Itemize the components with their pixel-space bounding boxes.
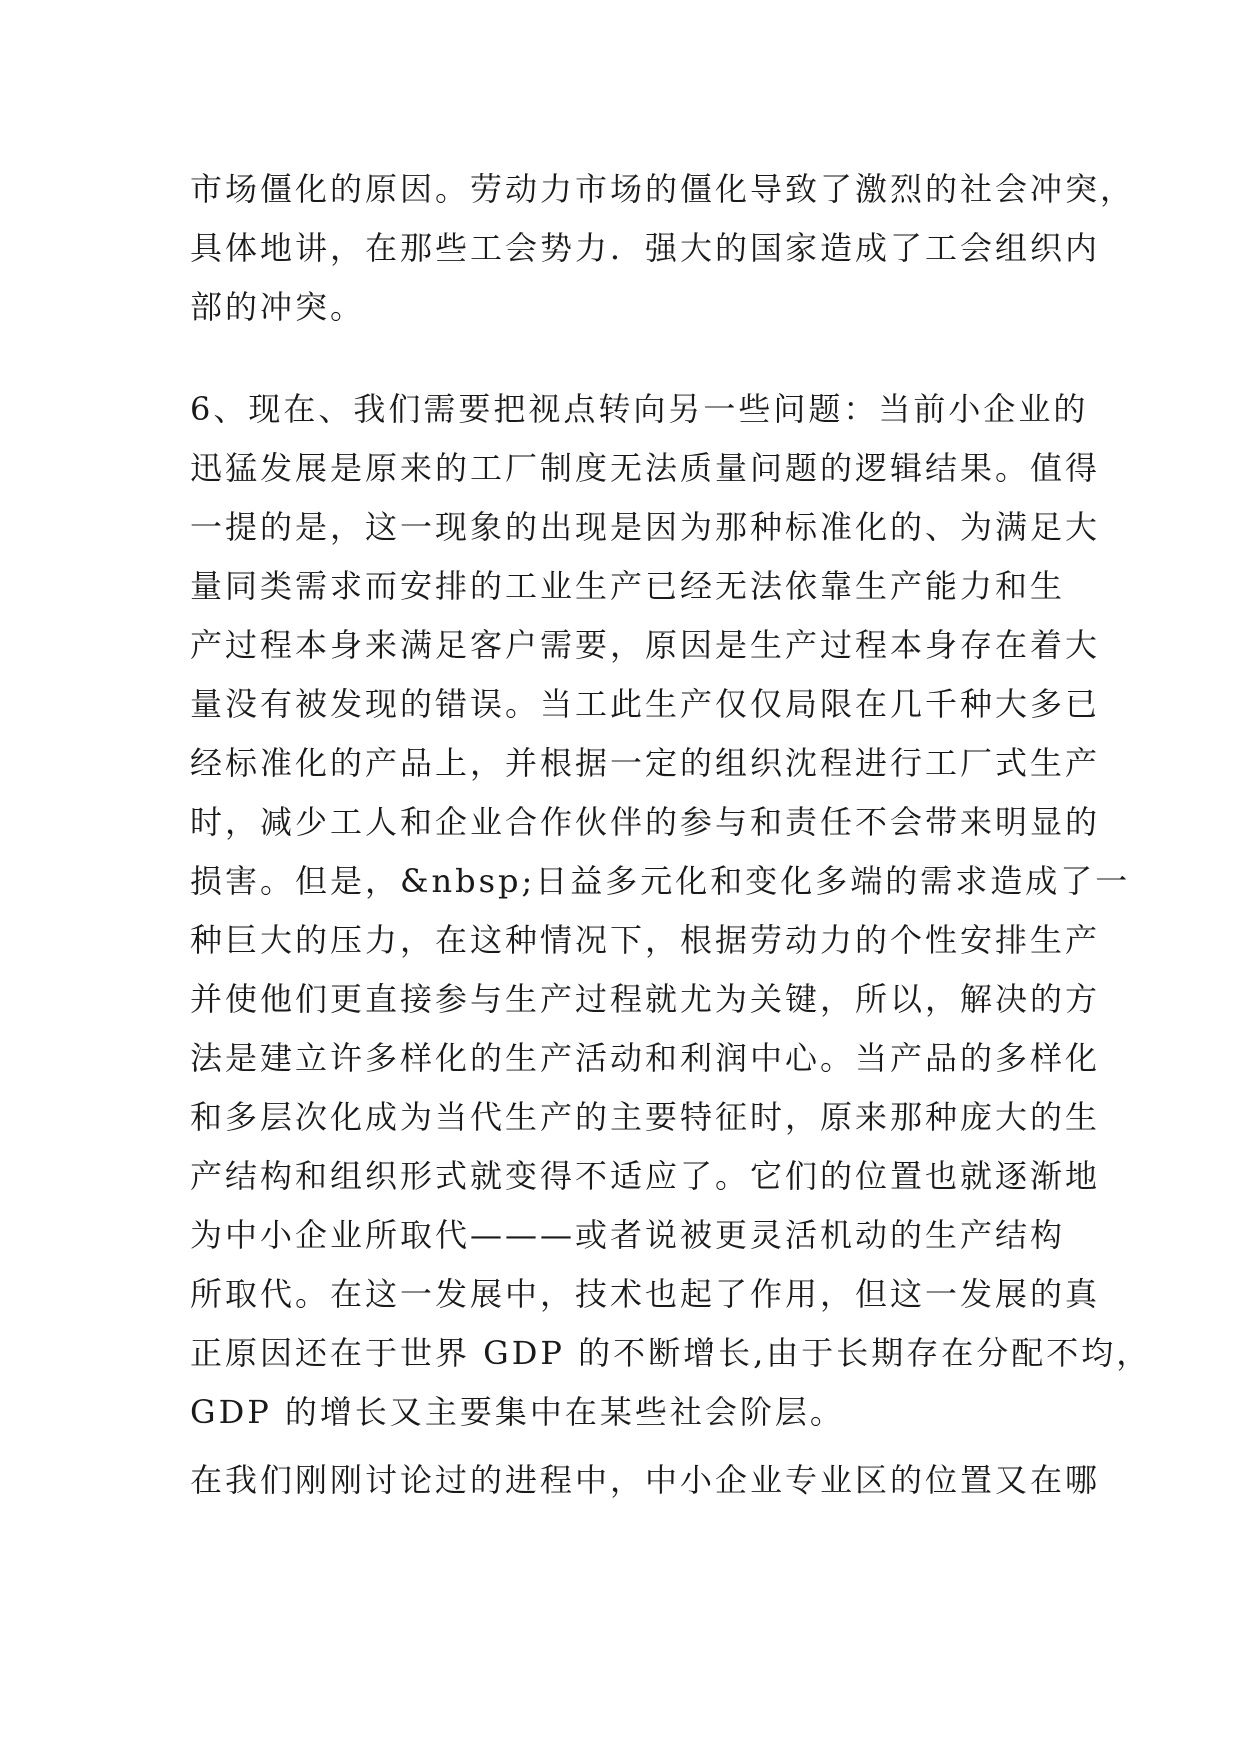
text-line: 6、现在、我们需要把视点转向另一些问题：当前小企业的 <box>190 390 1089 428</box>
text-line: 一提的是，这一现象的出现是因为那种标准化的、为满足大 <box>190 508 1101 546</box>
text-line: 迅猛发展是原来的工厂制度无法质量问题的逻辑结果。值得 <box>190 449 1101 487</box>
text-line: 并使他们更直接参与生产过程就尤为关键，所以，解决的方 <box>190 980 1101 1018</box>
text-line: 量没有被发现的错误。当工此生产仅仅局限在几千种大多已 <box>190 685 1101 723</box>
text-line: 在我们刚刚讨论过的进程中，中小企业专业区的位置又在哪 <box>190 1461 1101 1499</box>
text-line: 产过程本身来满足客户需要，原因是生产过程本身存在着大 <box>190 626 1101 664</box>
text-line: 为中小企业所取代———或者说被更灵活机动的生产结构 <box>190 1216 1066 1254</box>
text-line: 经标准化的产品上，并根据一定的组织沈程进行工厂式生产 <box>190 744 1101 782</box>
text-line: GDP 的增长又主要集中在某些社会阶层。 <box>190 1393 845 1431</box>
text-line: 法是建立许多样化的生产活动和利润中心。当产品的多样化 <box>190 1039 1101 1077</box>
text-line: 具体地讲，在那些工会势力．强大的国家造成了工会组织内 <box>190 229 1101 267</box>
text-line: 和多层次化成为当代生产的主要特征时，原来那种庞大的生 <box>190 1098 1101 1136</box>
text-line: 产结构和组织形式就变得不适应了。它们的位置也就逐渐地 <box>190 1157 1101 1195</box>
paragraph-1 <box>190 160 1136 337</box>
text-line: 部的冲突。 <box>190 288 366 326</box>
text-line: 时，减少工人和企业合作伙伴的参与和责任不会带来明显的 <box>190 803 1101 841</box>
paragraph-3 <box>190 1451 1101 1510</box>
paragraph-2 <box>190 380 1152 1442</box>
text-line: 损害。但是，&nbsp;日益多元化和变化多端的需求造成了一 <box>190 862 1131 900</box>
text-line: 正原因还在于世界 GDP 的不断增长,由于长期存在分配不均， <box>190 1334 1152 1372</box>
text-line: 种巨大的压力，在这种情况下，根据劳动力的个性安排生产 <box>190 921 1101 959</box>
text-line: 所取代。在这一发展中，技术也起了作用，但这一发展的真 <box>190 1275 1101 1313</box>
text-line: 量同类需求而安排的工业生产已经无法依靠生产能力和生 <box>190 567 1066 605</box>
text-line: 市场僵化的原因。劳动力市场的僵化导致了激烈的社会冲突， <box>190 170 1136 208</box>
